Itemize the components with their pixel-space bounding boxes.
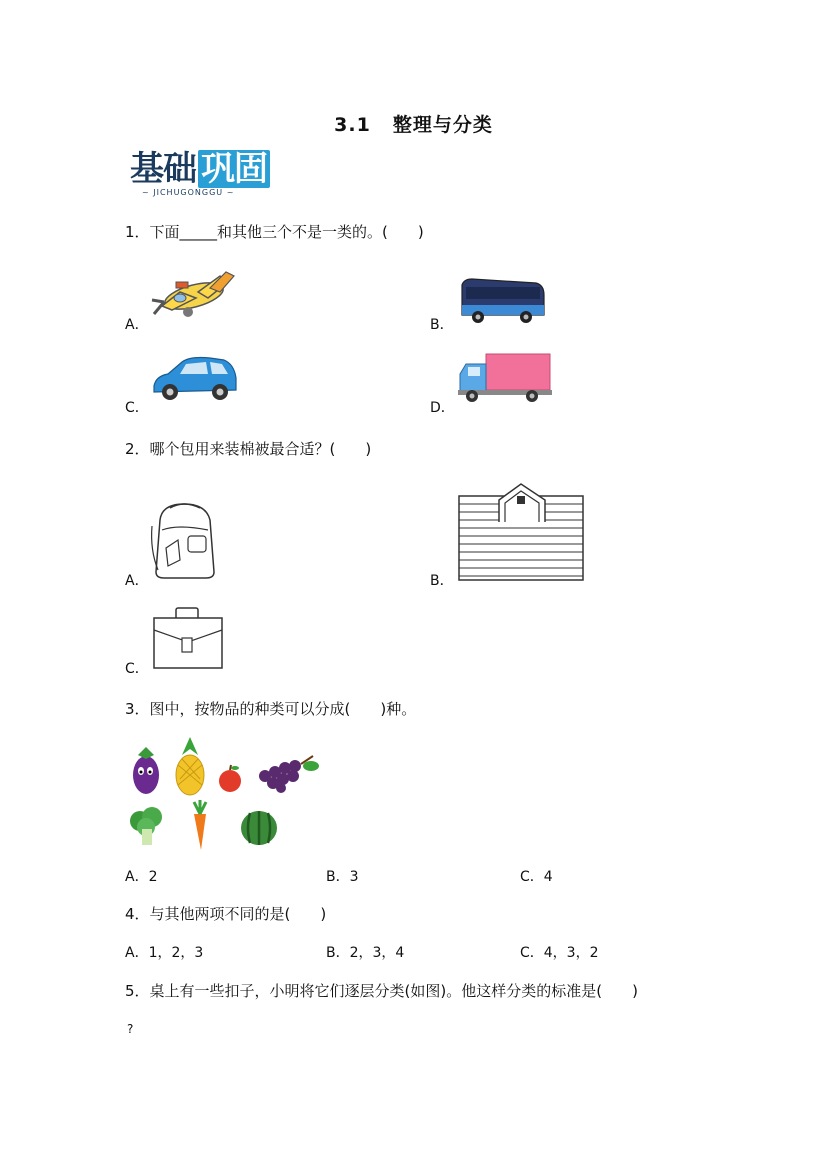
broccoli-icon: [126, 805, 168, 847]
bus-icon: [458, 275, 546, 327]
q1-option-b-label: B．: [430, 317, 454, 333]
q2-option-b-label: B．: [430, 573, 454, 589]
question-5: 5．桌上有一些扣子，小明将它们逐层分类(如图)。他这样分类的标准是( ): [125, 982, 638, 1000]
q2-option-c-label: C．: [125, 661, 149, 677]
truck-icon: [456, 350, 554, 408]
backpack-icon: [148, 500, 222, 582]
q1-option-c-label: C．: [125, 400, 149, 416]
q4-option-b: B．2，3，4: [326, 945, 405, 961]
title-text: 整理与分类: [392, 114, 493, 136]
q1-option-d-label: D．: [430, 400, 455, 416]
q4-option-a: A．1，2，3: [125, 945, 204, 961]
logo-main-b: 巩固: [198, 150, 270, 188]
q1-option-a-label: A．: [125, 317, 149, 333]
striped-storage-bag-icon: [457, 482, 585, 582]
q3-option-c: C．4: [520, 869, 553, 885]
eggplant-icon: [130, 745, 162, 797]
briefcase-icon: [150, 606, 226, 670]
q5-missing-image-placeholder: ?: [127, 1022, 134, 1036]
apple-icon: [216, 764, 244, 794]
q2-option-a-label: A．: [125, 573, 149, 589]
title-number: 3.1: [334, 114, 371, 136]
grapes-icon: [255, 752, 321, 794]
question-2: 2．哪个包用来装棉被最合适？( ): [125, 440, 372, 458]
question-3: 3．图中，按物品的种类可以分成( )种。: [125, 700, 417, 718]
carrot-icon: [186, 800, 214, 852]
question-1: 1．下面_____和其他三个不是一类的。( ): [125, 223, 424, 241]
airplane-icon: [150, 262, 238, 324]
car-icon: [150, 352, 240, 407]
page-title: [0, 110, 827, 137]
section-logo: [130, 150, 270, 197]
logo-sub: ~ JICHUGONGGU ~: [142, 188, 235, 197]
q4-option-c: C．4，3，2: [520, 945, 599, 961]
question-4: 4．与其他两项不同的是( ): [125, 905, 327, 923]
q3-option-b: B．3: [326, 869, 359, 885]
watermelon-icon: [238, 808, 280, 848]
q3-option-a: A．2: [125, 869, 158, 885]
logo-main-a: 基础: [130, 149, 196, 189]
pineapple-icon: [172, 735, 208, 797]
